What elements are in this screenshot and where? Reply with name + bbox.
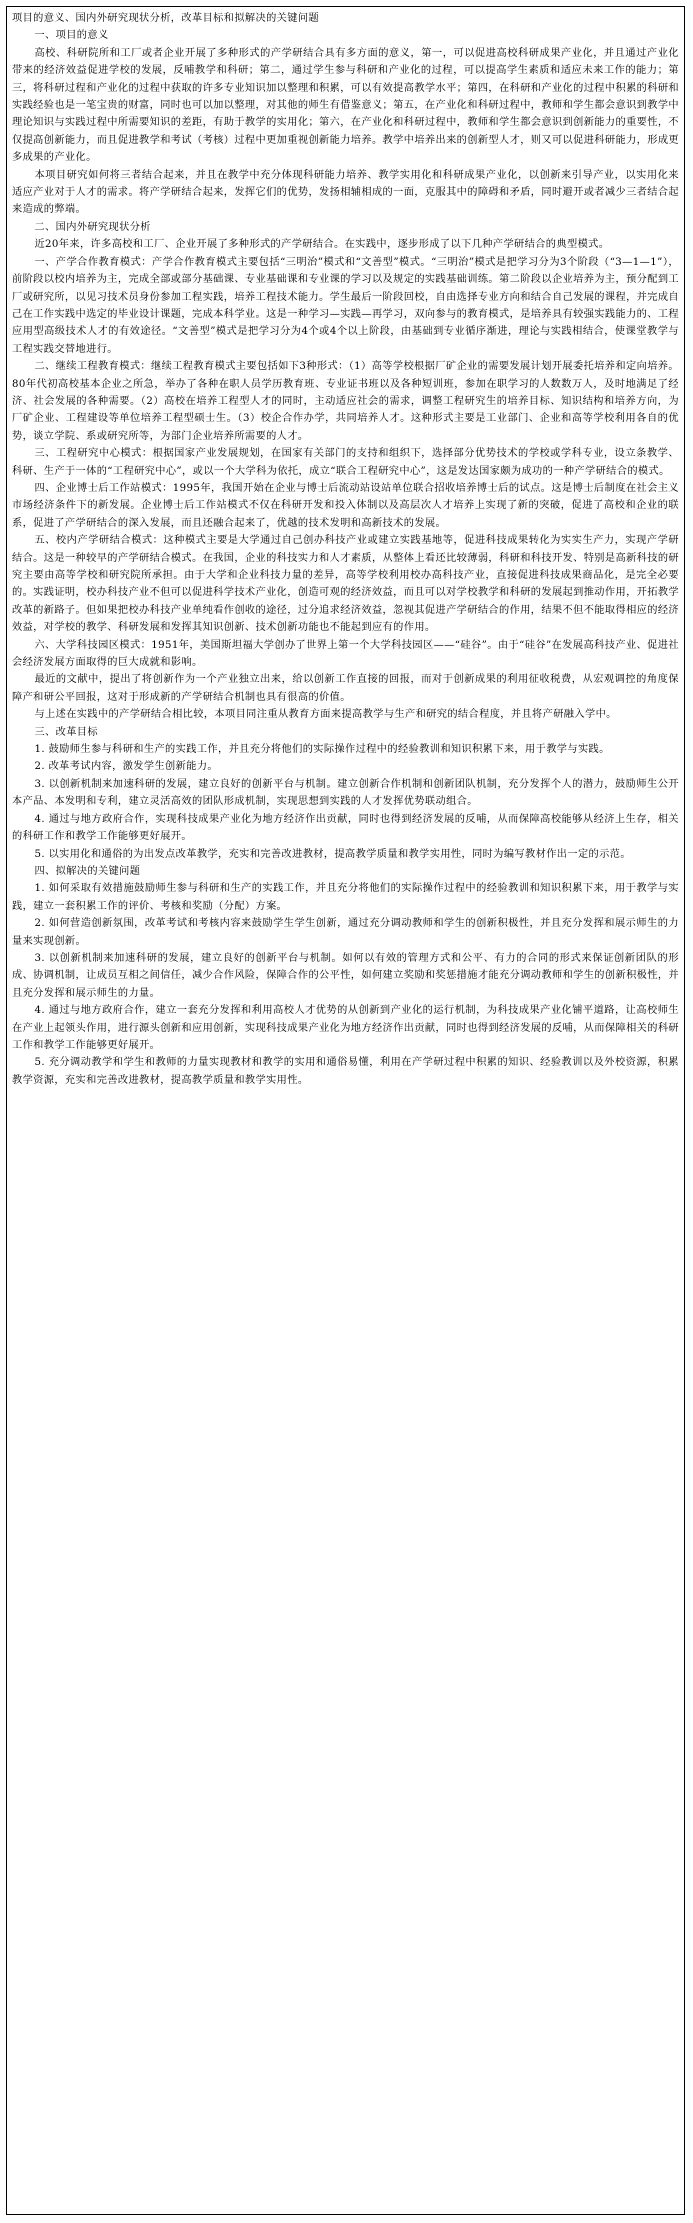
list-item: 5. 充分调动教学和学生和教师的力量实现教材和教学的实用和通俗易懂，利用在产学研过程中积累的知识、经验教训以及外校资源，积累教学资源，充实和完善改进教材，提高教学质量和教学实用性。 xyxy=(12,1057,679,1086)
list-item: 2. 改革考试内容，激发学生创新能力。 xyxy=(34,761,218,773)
paragraph: 三、工程研究中心模式：根据国家产业发展规划，在国家有关部门的支持和组织下，选择部分优势技术的学校或学科专业，设立条教学、科研、生产于一体的“工程研究中心”，或以一个大学科为依托，成立“联合工程研究中心”，这是发达国家颇为成功的一种产学研结合的模式。 xyxy=(12,448,679,477)
section-heading-research-status: 二、国内外研究现状分析 xyxy=(34,221,151,233)
list-item: 1. 鼓励师生参与科研和生产的实践工作，并且充分将他们的实际操作过程中的经验教训和知识积累下来，用于教学与实践。 xyxy=(34,744,610,756)
section-heading-reform-goals: 三、改革目标 xyxy=(34,726,98,738)
paragraph: 五、校内产学研结合模式：这种模式主要是大学通过自己创办科技产业或建立实践基地等，促进科技成果转化为实实生产力，实现产学研结合。这是一种较早的产学研结合模式。在我国，企业的科技实力和人才素质，从整体上看还比较薄弱，科研和科技开发、特别是高新科技的研究主要由高等学校和研究院所承担。由于大学和企业科技力量的差异，高等学校利用校办高科技产业，直接促进科技成果商品化，是完全必要的。实践证明，校办科技产业不但可以促进科学技术产业化，创造可观的经济效益，而且可以对学校教学和科研的发展起到推动作用，开拓教学改革的新路子。但如果把校办科技产业单纯看作创收的途径，过分追求经济效益，忽视其促进产学研结合的作用，结果不但不能取得相应的经济效益，对学校的教学、科研发展和发挥其知识创新、技术创新功能也不能起到应有的作用。 xyxy=(12,535,680,634)
list-item: 3. 以创新机制来加速科研的发展，建立良好的创新平台与机制。如何以有效的管理方式和公平、有力的合同的形式来保证创新团队的形成、协调机制，让成员互相之间信任，减少合作风险，保障合作的公平性，如何建立奖励和奖惩措施才能充分调动教师和学生的创新积极性，并且充分发挥和展示师生的力量。 xyxy=(12,952,680,999)
section-heading-significance: 一、项目的意义 xyxy=(34,30,109,42)
list-item: 2. 如何营造创新氛围，改革考试和考核内容来鼓励学生学生创新，通过充分调动教师和学生的创新积极性，并且充分发挥和展示师生的力量来实现创新。 xyxy=(12,918,679,947)
paragraph: 六、大学科技园区模式：1951年，美国斯坦福大学创办了世界上第一个大学科技园区——“硅谷”。由于“硅谷”在发展高科技产业、促进社会经济发展方面取得的巨大成就和影响。 xyxy=(12,639,679,669)
paragraph: 与上述在实践中的产学研结合相比较，本项目同注重从教育方面来提高教学与生产和研究的结合程度，并且将产研融入学中。 xyxy=(34,709,617,721)
paragraph: 近20年来，许多高校和工厂、企业开展了多种形式的产学研结合。在实践中，逐步形成了以下几种产学研结合的典型模式。 xyxy=(34,239,610,251)
paragraph: 本项目研究如何将三者结合起来，并且在教学中充分体现科研能力培养、教学实用化和科研成果产业化，以创新来引导产业，以实用化来适应产业对于人才的需求。将产学研结合起来，发挥它们的优势，发扬相辅相成的一面，克服其中的障碍和矛盾，同时避开或者减少三者结合起来造成的弊端。 xyxy=(12,169,680,216)
document-title: 项目的意义、国内外研究现状分析，改革目标和拟解决的关键问题 xyxy=(12,13,320,24)
section-heading-key-problems: 四、拟解决的关键问题 xyxy=(34,865,141,877)
paragraph: 二、继续工程教育模式：继续工程教育模式主要包括如下3种形式：（1）高等学校根据厂矿企业的需要发展计划开展委托培养和定向培养。80年代初高校基本企业之所急，举办了各种在职人员学历教育班、专业证书班以及各种短训班，参加在职学习的人数数万人，及时地满足了经济、社会发展的各种需要。（2）高校在培养工程型人才的同时，主动适应社会的需求，调整工程研究生的培养目标、知识结构和培养方向，为厂矿企业、工程建设等单位培养工程型硕士生。（3）校企合作办学，共同培养人才。这种形式主要是工业部门、企业和高等学校利用各自的优势，谈立学院、系或研究所等，为部门企业培养所需要的人才。 xyxy=(12,361,679,442)
paragraph: 高校、科研院所和工厂或者企业开展了多种形式的产学研结合具有多方面的意义，第一，可以促进高校科研成果产业化，并且通过产业化带来的经济效益促进学校的发展，反哺教学和科研；第二，通过学生参与科研和产业化的过程，可以提高学生素质和适应未来工作的能力；第三，将科研过程和产业化的过程中获取的许多专业知识加以整理和积累，可以有效提高教学水平；第四，在科研和产业化的过程中积累的科研和实践经验也是一笔宝贵的财富，同时也可以加以整理，对其他的师生有借鉴意义；第五，在产业化和科研过程中，教师和学生都会意识到教学中理论知识与实践过程中所需要知识的差距，有助于教学的实用化；第六，在产业化和科研过程中，教师和学生都会意识到创新能力的重要性，不仅提高创新能力，而且促进教学和考试（考核）过程中更加重视创新能力培养。教学中培养出来的创新型人才，则又可以促进科研能力，形成更多成果的产业化。 xyxy=(12,47,680,164)
document-frame xyxy=(6,6,685,2215)
list-item: 1. 如何采取有效措施鼓励师生参与科研和生产的实践工作，并且充分将他们的实际操作过程中的经验教训和知识积累下来，用于教学与实践，建立一套积累工作的评价、考核和奖励（分配）方案。 xyxy=(12,883,679,912)
list-item: 5. 以实用化和通俗的为出发点改革教学，充实和完善改进教材，提高教学质量和教学实用性，同时为编写教材作出一定的示范。 xyxy=(34,848,631,860)
list-item: 3. 以创新机制来加速科研的发展，建立良好的创新平台与机制。建立创新合作机制和创新团队机制，充分发挥个人的潜力，鼓励师生公开本产品、本发明和专利，建立灵活高效的团队形成机制，实现思想到实践的人才发挥优势联动组合。 xyxy=(12,778,679,808)
list-item: 4. 通过与地方政府合作，建立一套充分发挥和利用高校人才优势的从创新到产业化的运行机制，为科技成果产业化铺平道路，让高校师生在产业上起领头作用，进行源头创新和应用创新，实现科技成果产业化为地方经济作出贡献，同时也得到经济发展的反哺，从而保障相关的科研工作和教学工作能够更好展开。 xyxy=(12,1005,680,1051)
list-item: 4. 通过与地方政府合作，实现科技成果产业化为地方经济作出贡献，同时也得到经济发展的反哺，从而保障高校能够从经济上生存，相关的科研工作和教学工作能够更好展开。 xyxy=(12,813,679,843)
paragraph: 最近的文献中，提出了将创新作为一个产业独立出来，给以创新工作直接的回报，而对于创新成果的利用征收税费，从宏观调控的角度保障产和研公平回报，这对于形成新的产学研结合机制也具有很高的价值。 xyxy=(12,674,679,703)
paragraph: 一、产学合作教育模式：产学合作教育模式主要包括“三明治”模式和“文善型”模式。“三明治”模式是把学习分为3个阶段（“3—1—1”），前阶段以校内培养为主，完成全部或部分基础课、专业基础课和专业课的学习以及规定的实践基础训练。第二阶段以企业培养为主，预分配到工厂或研究所，以见习技术员身份参加工程实践，培养工程技术能力。学生最后一阶段回校，自由选择专业方向和结合自己发展的课程，并完成自己在工作实践中选定的毕业设计课题，完成本科学业。这是一种学习—实践—再学习，双向参与的教育模式，是培养具有较强实践能力的、工程应用型高级技术人才的有效途径。“文善型”模式是把学习分为4个或4个以上阶段，由基础到专业循序渐进，理论与实践相结合，使课堂教学与工程实践交替地进行。 xyxy=(12,256,680,355)
paragraph: 四、企业博士后工作站模式：1995年，我国开始在企业与博士后流动站设站单位联合招收培养博士后的试点。这是博士后制度在社会主义市场经济条件下的新发展。企业博士后工作站模式不仅在科研开发和投入体制以及高层次人才培养上实现了新的突破，促进了高校和企业的联系，促进了产学研结合的深入发展，而且还融合起来了，优越的技术发明和高新技术的发展。 xyxy=(12,482,679,529)
